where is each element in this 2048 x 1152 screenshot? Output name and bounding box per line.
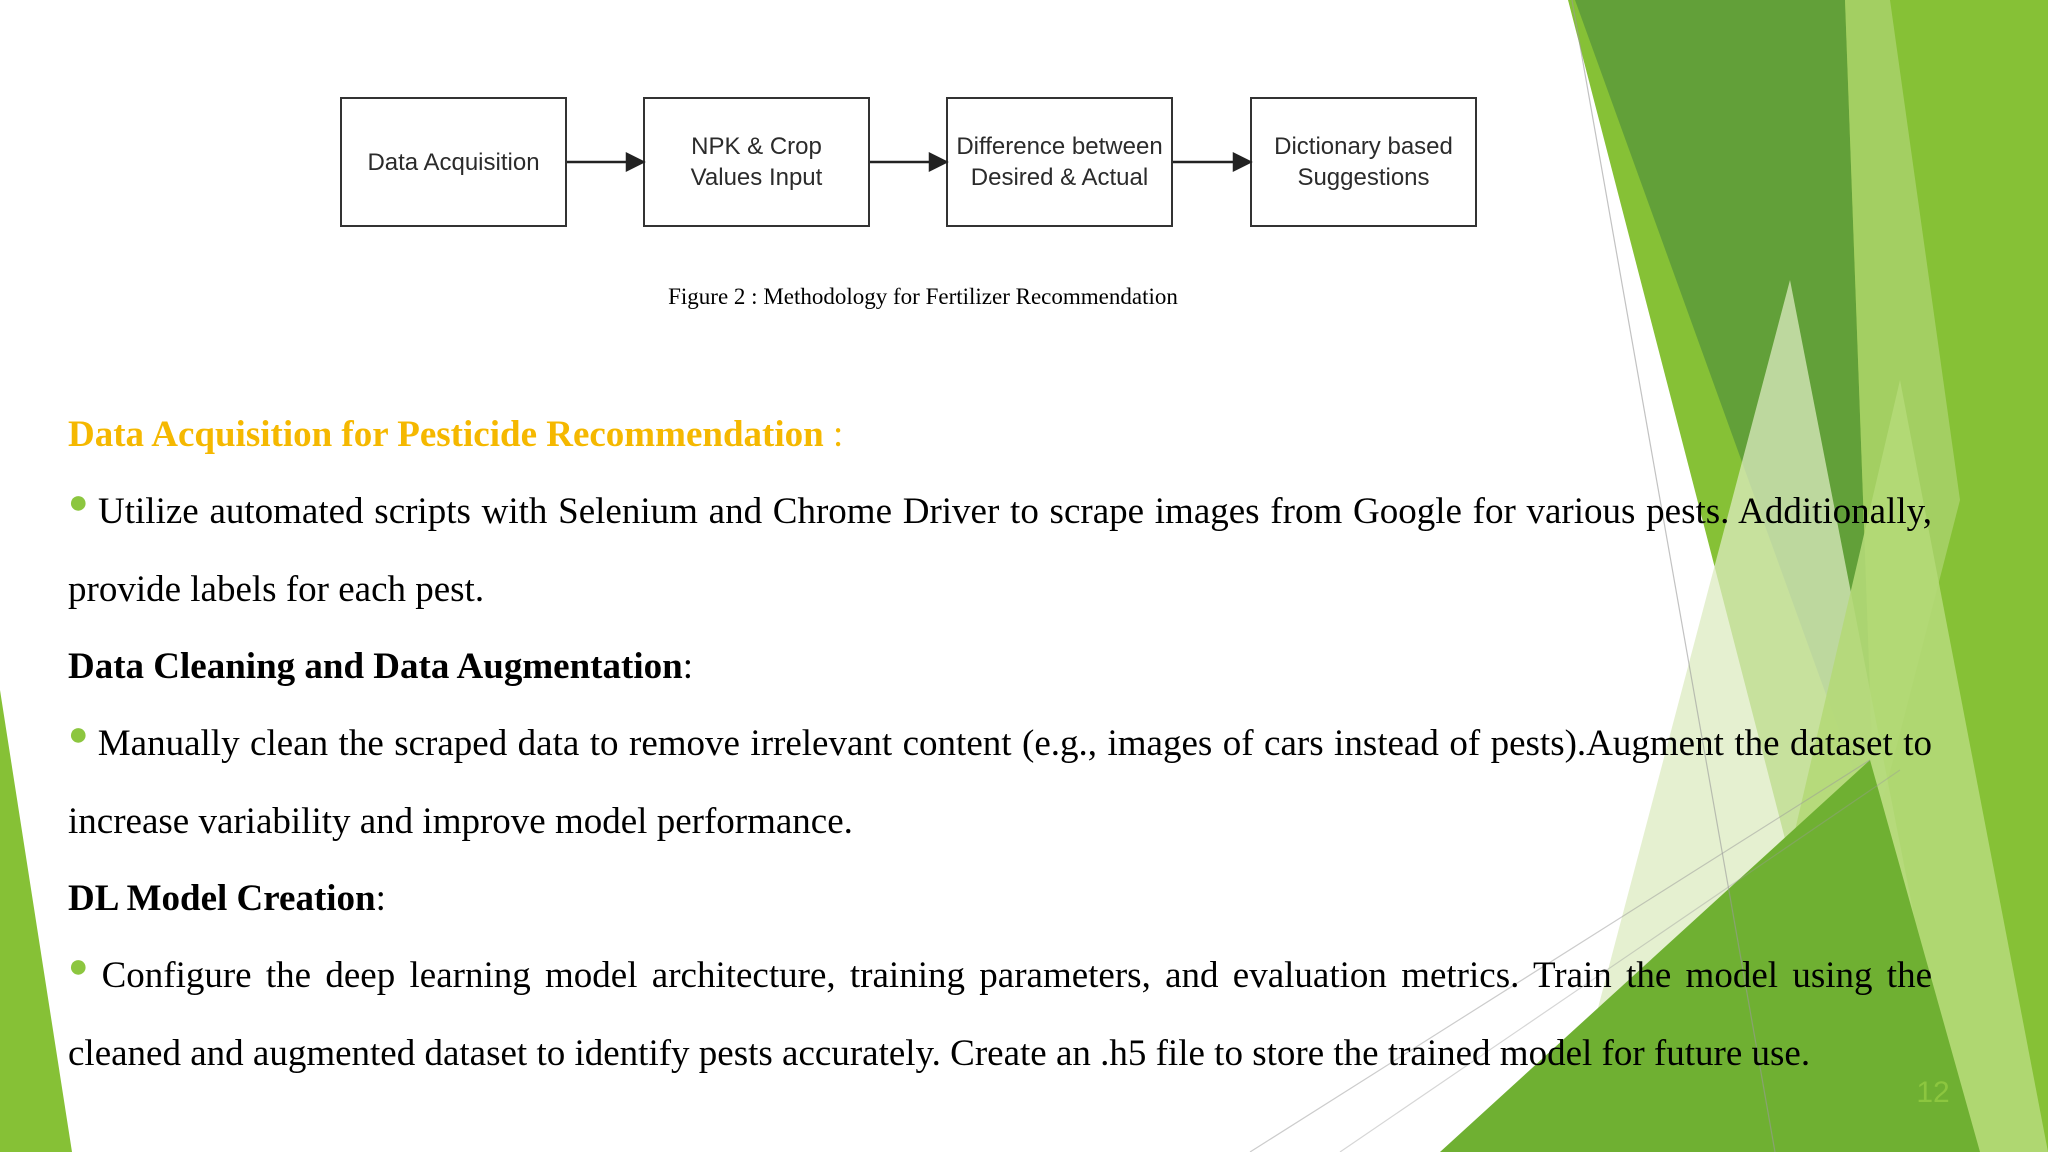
flow-box-difference: Difference between Desired & Actual: [946, 97, 1173, 227]
section-heading-suffix: :: [823, 414, 844, 455]
flow-box-npk-crop-input: NPK & Crop Values Input: [643, 97, 870, 227]
section-heading-model: [68, 860, 1932, 937]
section-heading-suffix: :: [682, 646, 693, 687]
arrow-2-head: [930, 154, 946, 170]
section-heading-cleaning: [68, 628, 1932, 705]
section-heading-text: DL Model Creation: [68, 878, 376, 919]
section-heading-text: Data Cleaning and Data Augmentation: [68, 646, 683, 687]
page-number: 12: [1916, 1076, 1950, 1109]
slide-content: [68, 396, 1932, 1092]
section-body-text: Utilize automated scripts with Selenium and Chrome Driver to scrape images from Google for various pests. Additionally, provide labels for each pest.: [68, 491, 1932, 610]
figure-caption: Figure 2 : Methodology for Fertilizer Recommendation: [668, 284, 1178, 309]
section-heading-pesticide: [68, 396, 1932, 473]
section-body-pesticide: [68, 473, 1932, 628]
section-body-model: [68, 937, 1932, 1092]
arrow-3-head: [1234, 154, 1250, 170]
bullet-dot-icon: ●: [68, 716, 90, 753]
arrow-1-head: [627, 154, 643, 170]
bullet-dot-icon: ●: [68, 484, 91, 521]
flow-box-data-acquisition: Data Acquisition: [340, 97, 567, 227]
flow-arrows: [0, 0, 2048, 260]
section-heading-suffix: :: [375, 878, 386, 919]
flow-box-dictionary-suggestions: Dictionary based Suggestions: [1250, 97, 1477, 227]
section-body-text: Configure the deep learning model architecture, training parameters, and evaluation metrics. Train the model using the cleaned and augmented dataset to identify pests accurately. Create an .h5 file to store the trained model for future use.: [68, 955, 1932, 1074]
bg-shape-left-sliver: [0, 690, 72, 1152]
section-heading-text: Data Acquisition for Pesticide Recommendation: [68, 414, 824, 455]
bullet-dot-icon: ●: [68, 948, 94, 985]
section-body-text: Manually clean the scraped data to remove irrelevant content (e.g., images of cars instead of pests).Augment the dataset to increase variability and improve model performance.: [68, 723, 1932, 842]
section-body-cleaning: [68, 705, 1932, 860]
